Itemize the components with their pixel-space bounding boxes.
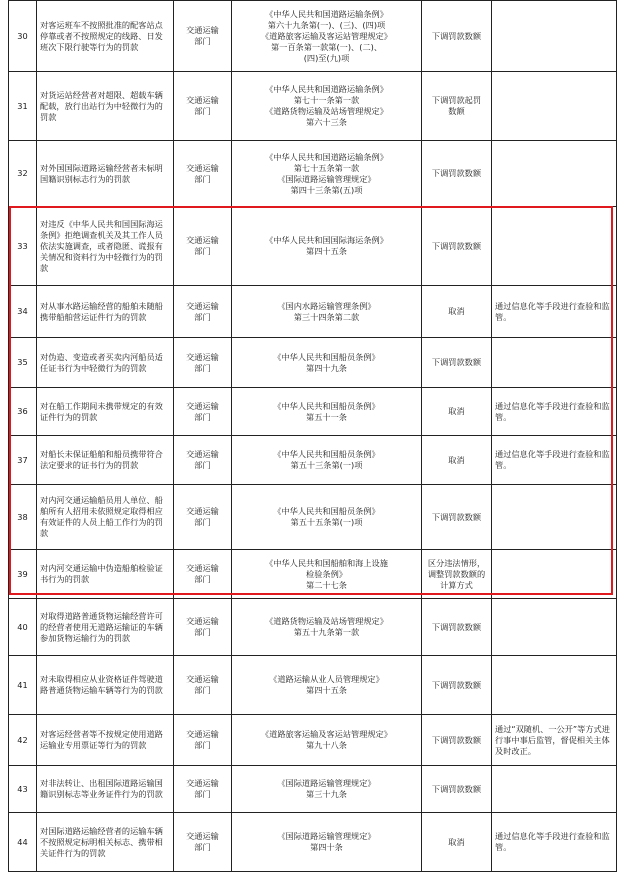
- table-row: [9, 436, 617, 485]
- regulation-note-cell: [492, 550, 617, 599]
- row-number-cell: 33: [9, 207, 37, 286]
- table-row: [9, 766, 617, 813]
- adjustment-mode-cell: 下调罚款数额: [422, 656, 492, 715]
- adjustment-mode-cell: 下调罚款数额: [422, 207, 492, 286]
- table-row: [9, 485, 617, 550]
- row-number-cell: 42: [9, 715, 37, 766]
- department-cell: 交通运输 部门: [174, 715, 232, 766]
- legal-basis-cell: 《国际道路运输管理规定》 第三十九条: [232, 766, 422, 813]
- row-number-cell: 40: [9, 599, 37, 656]
- adjustment-mode-cell: 下调罚款数额: [422, 599, 492, 656]
- legal-basis-cell: 《中华人民共和国道路运输条例》 第七十一条第一款 《道路货物运输及站场管理规定》 第六十三条: [232, 72, 422, 141]
- table-row: [9, 599, 617, 656]
- department-cell: 交通运输 部门: [174, 338, 232, 388]
- table-row: [9, 715, 617, 766]
- legal-basis-cell: 《中华人民共和国国际海运条例》 第四十五条: [232, 207, 422, 286]
- table-row: [9, 72, 617, 141]
- row-number-cell: 31: [9, 72, 37, 141]
- department-cell: 交通运输 部门: [174, 1, 232, 72]
- table-row: [9, 813, 617, 872]
- row-number-cell: 37: [9, 436, 37, 485]
- legal-basis-cell: 《国内水路运输管理条例》 第三十四条第二款: [232, 286, 422, 338]
- table-row: [9, 550, 617, 599]
- legal-basis-cell: 《中华人民共和国道路运输条例》 第七十五条第一款 《国际道路运输管理规定》 第四十三条第(五)项: [232, 141, 422, 207]
- regulation-note-cell: [492, 207, 617, 286]
- adjustment-mode-cell: 下调罚款数额: [422, 141, 492, 207]
- regulation-note-cell: [492, 338, 617, 388]
- table-row: [9, 338, 617, 388]
- adjustment-mode-cell: 下调罚款数额: [422, 485, 492, 550]
- row-number-cell: 44: [9, 813, 37, 872]
- table-row: [9, 286, 617, 338]
- legal-basis-cell: 《中华人民共和国船员条例》 第五十五条第(一)项: [232, 485, 422, 550]
- table-row: [9, 1, 617, 72]
- regulation-note-cell: 通过信息化等手段进行查验和监管。: [492, 286, 617, 338]
- row-number-cell: 35: [9, 338, 37, 388]
- adjustment-mode-cell: 取消: [422, 436, 492, 485]
- adjustment-mode-cell: 下调罚款起罚 数额: [422, 72, 492, 141]
- legal-basis-cell: 《道路旅客运输及客运站管理规定》 第九十八条: [232, 715, 422, 766]
- regulation-note-cell: 通过信息化等手段进行查验和监管。: [492, 436, 617, 485]
- department-cell: 交通运输 部门: [174, 388, 232, 436]
- adjustment-mode-cell: 取消: [422, 813, 492, 872]
- penalty-item-cell: 对国际道路运输经营者的运输车辆不按照规定标明相关标志、携带相关证件行为的罚款: [37, 813, 174, 872]
- row-number-cell: 41: [9, 656, 37, 715]
- department-cell: 交通运输 部门: [174, 141, 232, 207]
- table-row: [9, 141, 617, 207]
- penalty-item-cell: 对内河交通运输中伪造船舶检验证书行为的罚款: [37, 550, 174, 599]
- penalty-item-cell: 对外国国际道路运输经营者未标明国籍识别标志行为的罚款: [37, 141, 174, 207]
- department-cell: 交通运输 部门: [174, 286, 232, 338]
- row-number-cell: 38: [9, 485, 37, 550]
- penalty-item-cell: 对货运站经营者对超限、超载车辆配载，放行出站行为中轻微行为的罚款: [37, 72, 174, 141]
- penalty-table: [8, 0, 617, 872]
- row-number-cell: 34: [9, 286, 37, 338]
- regulation-note-cell: [492, 72, 617, 141]
- department-cell: 交通运输 部门: [174, 436, 232, 485]
- regulation-note-cell: [492, 766, 617, 813]
- adjustment-mode-cell: 区分违法情形，调整罚款数额的计算方式: [422, 550, 492, 599]
- regulation-note-cell: [492, 599, 617, 656]
- department-cell: 交通运输 部门: [174, 766, 232, 813]
- department-cell: 交通运输 部门: [174, 656, 232, 715]
- department-cell: 交通运输 部门: [174, 550, 232, 599]
- department-cell: 交通运输 部门: [174, 72, 232, 141]
- department-cell: 交通运输 部门: [174, 485, 232, 550]
- department-cell: 交通运输 部门: [174, 599, 232, 656]
- row-number-cell: 30: [9, 1, 37, 72]
- penalty-item-cell: 对客运班车不按照批准的配客站点停靠或者不按照规定的线路、日发班次下限行驶等行为的罚款: [37, 1, 174, 72]
- table-row: [9, 388, 617, 436]
- row-number-cell: 36: [9, 388, 37, 436]
- legal-basis-cell: 《国际道路运输管理规定》 第四十条: [232, 813, 422, 872]
- penalty-item-cell: 对未取得相应从业资格证件驾驶道路普通货物运输车辆等行为的罚款: [37, 656, 174, 715]
- legal-basis-cell: 《中华人民共和国道路运输条例》 第六十九条第(一)、(三)、(四)项 《道路旅客运输及客运站管理规定》 第一百条第一款第(一)、(二)、 (四)至(九)项: [232, 1, 422, 72]
- table-row: [9, 207, 617, 286]
- penalty-item-cell: 对船长未保证船舶和船员携带符合法定要求的证书行为的罚款: [37, 436, 174, 485]
- regulation-note-cell: 通过“双随机、一公开”等方式进行事中事后监管，督促相关主体及时改正。: [492, 715, 617, 766]
- adjustment-mode-cell: 取消: [422, 388, 492, 436]
- penalty-item-cell: 对内河交通运输船员用人单位、船舶所有人招用未依照规定取得相应有效证件的人员上船工作行为的罚款: [37, 485, 174, 550]
- adjustment-mode-cell: 下调罚款数额: [422, 715, 492, 766]
- penalty-item-cell: 对客运经营者等不按规定使用道路运输业专用票证等行为的罚款: [37, 715, 174, 766]
- row-number-cell: 43: [9, 766, 37, 813]
- legal-basis-cell: 《中华人民共和国船员条例》 第五十三条第(一)项: [232, 436, 422, 485]
- legal-basis-cell: 《中华人民共和国船员条例》 第五十一条: [232, 388, 422, 436]
- table-body: [9, 1, 617, 872]
- regulation-note-cell: 通过信息化等手段进行查验和监管。: [492, 813, 617, 872]
- row-number-cell: 32: [9, 141, 37, 207]
- adjustment-mode-cell: 下调罚款数额: [422, 1, 492, 72]
- row-number-cell: 39: [9, 550, 37, 599]
- penalty-item-cell: 对违反《中华人民共和国国际海运条例》拒绝调查机关及其工作人员依法实施调查，或者隐匿、谎报有关情况和资料行为中轻微行为的罚款: [37, 207, 174, 286]
- penalty-item-cell: 对在船工作期间未携带规定的有效证件行为的罚款: [37, 388, 174, 436]
- penalty-item-cell: 对从事水路运输经营的船舶未随船携带船舶营运证件行为的罚款: [37, 286, 174, 338]
- regulation-note-cell: [492, 656, 617, 715]
- penalty-item-cell: 对取得道路普通货物运输经营许可的经营者使用无道路运输证的车辆参加货物运输行为的罚款: [37, 599, 174, 656]
- legal-basis-cell: 《道路货物运输及站场管理规定》 第五十九条第一款: [232, 599, 422, 656]
- penalty-item-cell: 对非法转让、出租国际道路运输国籍识别标志等业务证件行为的罚款: [37, 766, 174, 813]
- adjustment-mode-cell: 下调罚款数额: [422, 338, 492, 388]
- adjustment-mode-cell: 下调罚款数额: [422, 766, 492, 813]
- department-cell: 交通运输 部门: [174, 813, 232, 872]
- adjustment-mode-cell: 取消: [422, 286, 492, 338]
- legal-basis-cell: 《中华人民共和国船舶和海上设施 检验条例》 第二十七条: [232, 550, 422, 599]
- department-cell: 交通运输 部门: [174, 207, 232, 286]
- regulation-note-cell: [492, 1, 617, 72]
- legal-basis-cell: 《道路运输从业人员管理规定》 第四十五条: [232, 656, 422, 715]
- legal-basis-cell: 《中华人民共和国船员条例》 第四十九条: [232, 338, 422, 388]
- regulation-note-cell: [492, 485, 617, 550]
- penalty-item-cell: 对伪造、变造或者买卖内河船员适任证书行为中轻微行为的罚款: [37, 338, 174, 388]
- table-row: [9, 656, 617, 715]
- regulation-note-cell: 通过信息化等手段进行查验和监管。: [492, 388, 617, 436]
- regulation-note-cell: [492, 141, 617, 207]
